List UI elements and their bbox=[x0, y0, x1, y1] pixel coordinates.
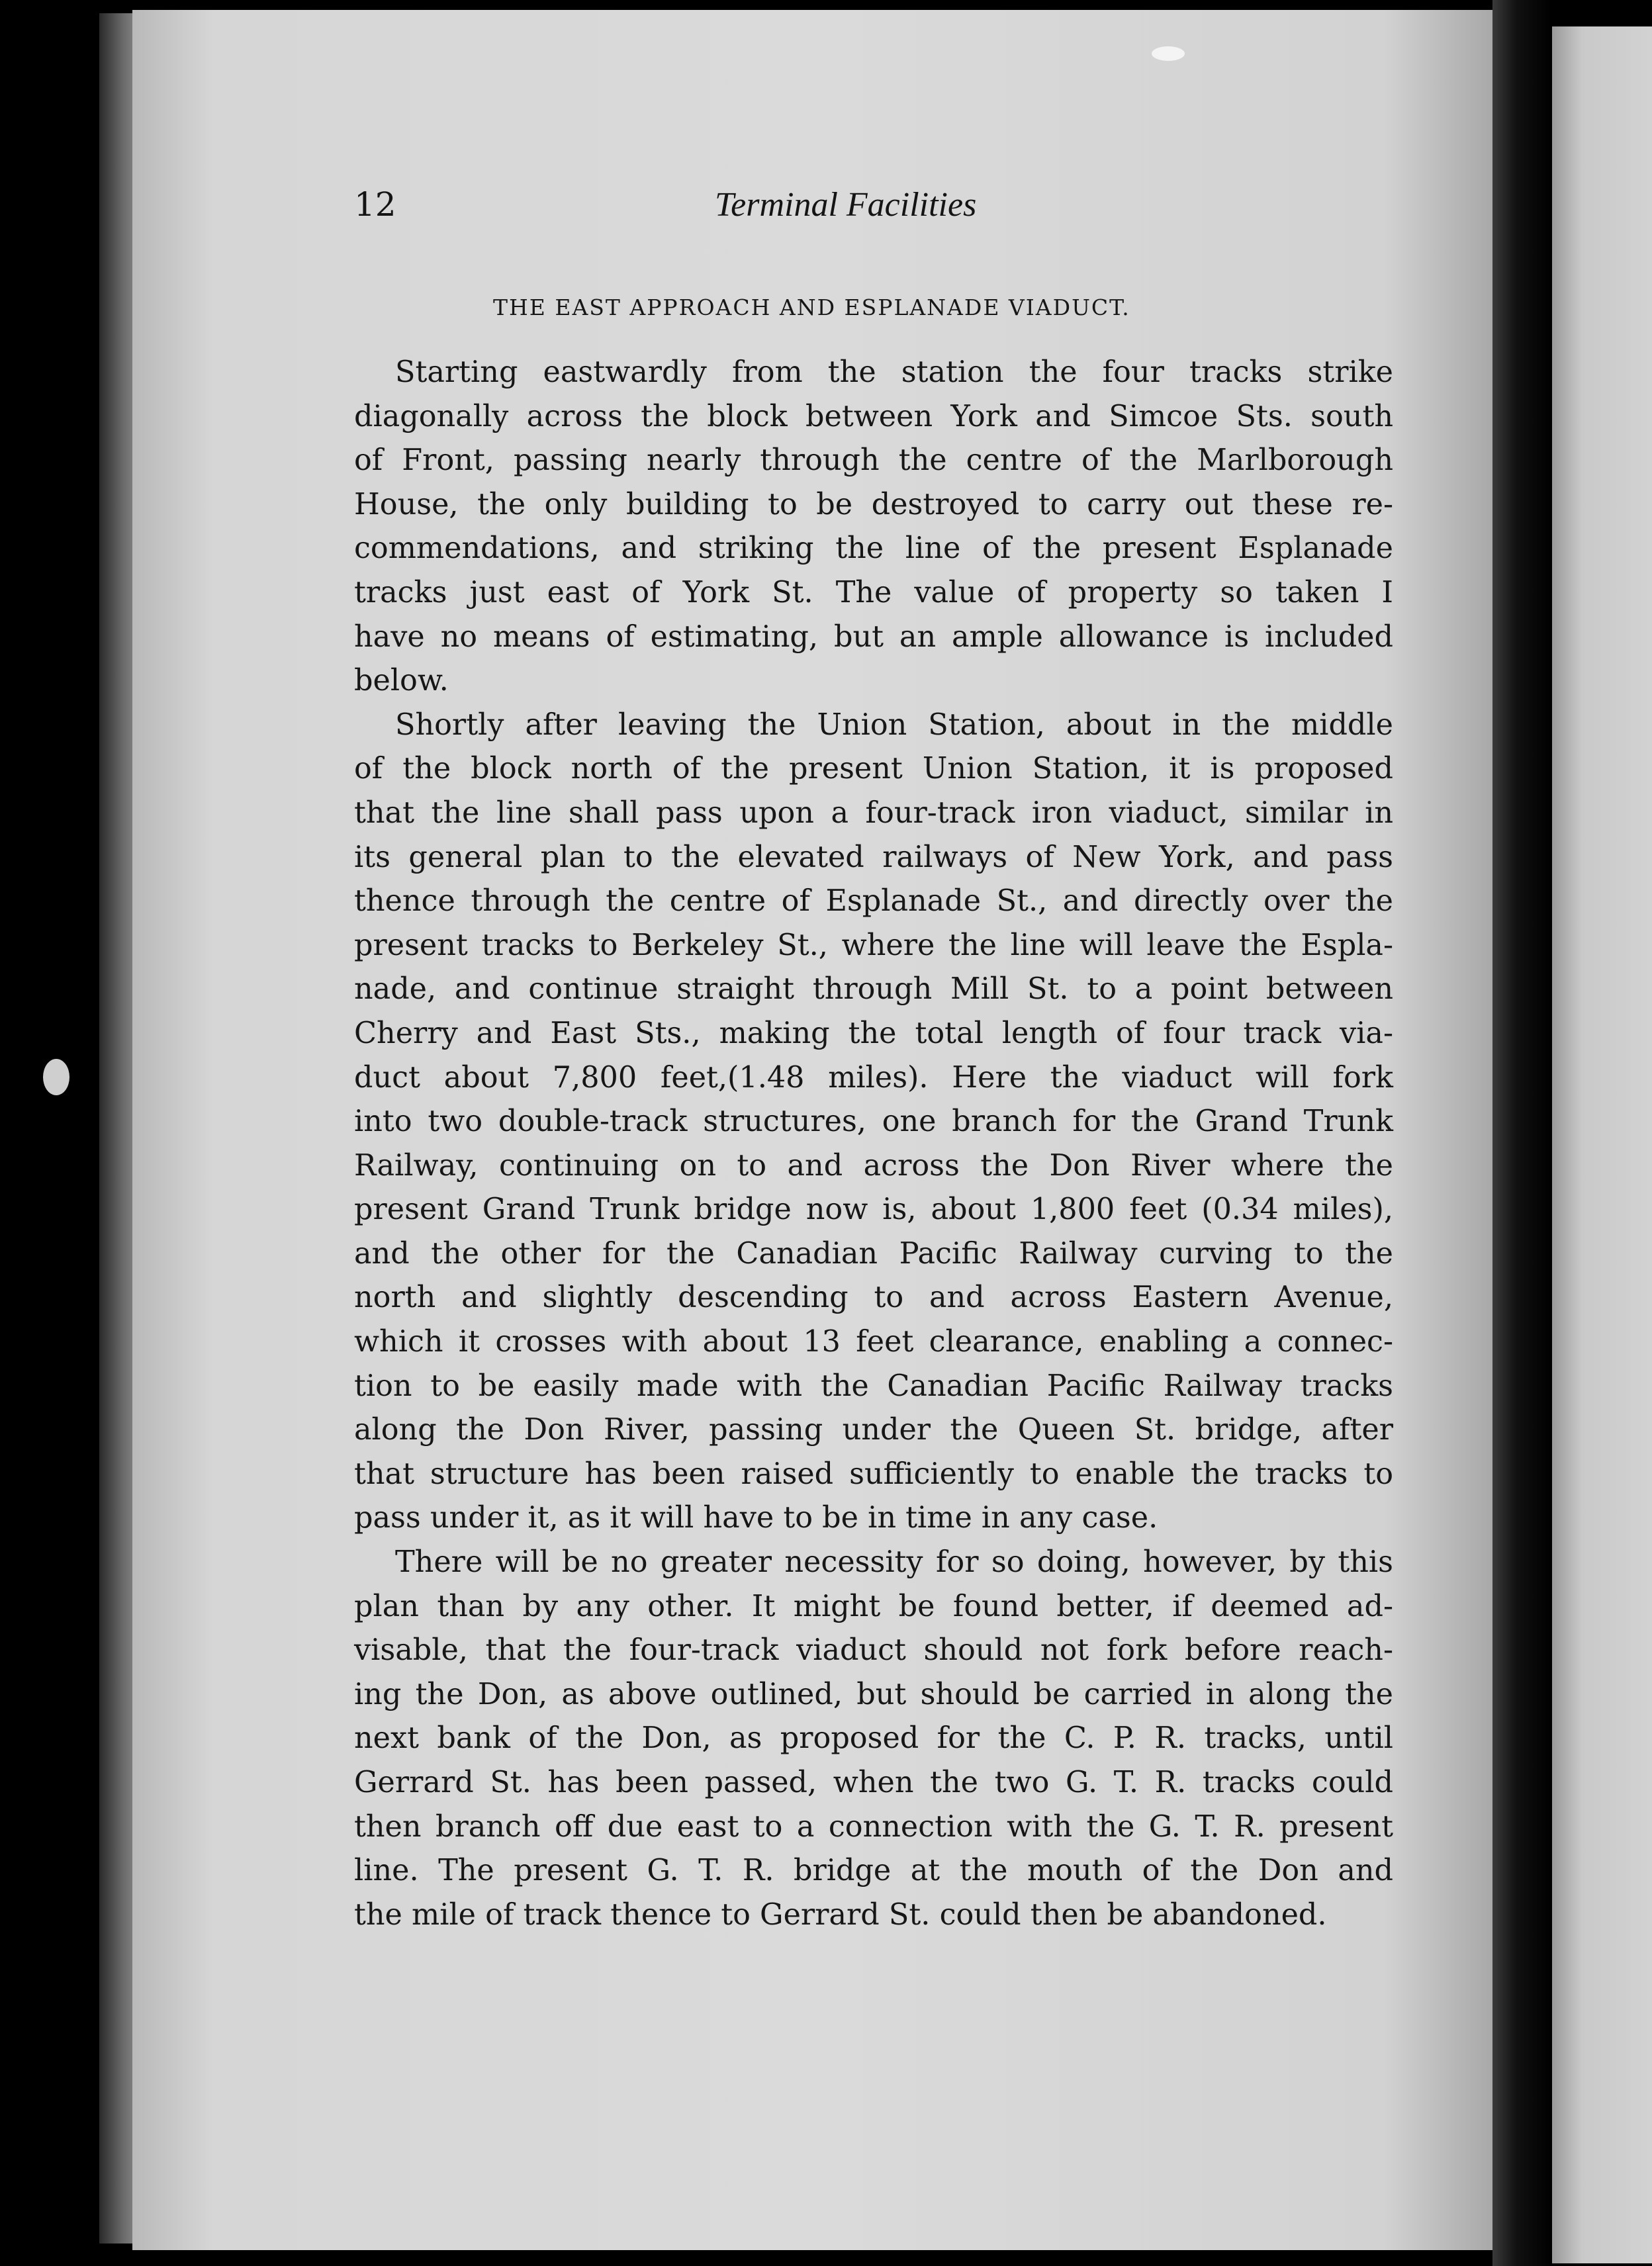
text-line: plan than by any other. It might be found better, if deemed ad- bbox=[354, 1589, 1393, 1623]
text-line: pass under it, as it will have to be in time in any case. bbox=[354, 1501, 1158, 1535]
section-heading: THE EAST APPROACH AND ESPLANADE VIADUCT. bbox=[493, 295, 1130, 320]
text-line: that the line shall pass upon a four-track iron viaduct, similar in bbox=[354, 795, 1393, 830]
text-line: next bank of the Don, as proposed for the C. P. R. tracks, until bbox=[354, 1721, 1393, 1756]
text-line: tion to be easily made with the Canadian Pacific Railway tracks bbox=[354, 1369, 1393, 1403]
book-gutter bbox=[1492, 0, 1552, 2266]
page-header bbox=[354, 185, 1413, 238]
paragraph bbox=[354, 351, 1393, 703]
paragraph bbox=[354, 1541, 1393, 1937]
text-line: Railway, continuing on to and across the Don River where the bbox=[354, 1148, 1393, 1183]
text-line: House, the only building to be destroyed to carry out these re- bbox=[354, 487, 1393, 521]
text-line: its general plan to the elevated railways of New York, and pass bbox=[354, 840, 1393, 874]
text-line: Cherry and East Sts., making the total length of four track via- bbox=[354, 1016, 1393, 1050]
text-line: visable, that the four-track viaduct should not fork before reach- bbox=[354, 1633, 1393, 1668]
text-line: commendations, and striking the line of the present Esplanade bbox=[354, 531, 1393, 566]
text-line: Shortly after leaving the Union Station, about in the middle bbox=[395, 707, 1393, 742]
text-line: thence through the centre of Esplanade St., and directly over the bbox=[354, 884, 1393, 919]
text-line: the mile of track thence to Gerrard St. could then be abandoned. bbox=[354, 1897, 1327, 1932]
text-line: that structure has been raised sufficiently to enable the tracks to bbox=[354, 1457, 1393, 1491]
text-line: and the other for the Canadian Pacific Railway curving to the bbox=[354, 1236, 1393, 1271]
text-line: Starting eastwardly from the station the four tracks strike bbox=[395, 355, 1393, 389]
text-line: present Grand Trunk bridge now is, about 1,800 feet (0.34 miles), bbox=[354, 1193, 1393, 1227]
text-line: diagonally across the block between York and Simcoe Sts. south bbox=[354, 399, 1393, 433]
text-line: ing the Don, as above outlined, but should be carried in along the bbox=[354, 1677, 1393, 1711]
text-line: which it crosses with about 13 feet clearance, enabling a connec- bbox=[354, 1325, 1393, 1359]
body-text bbox=[354, 351, 1393, 1937]
page-number: 12 bbox=[354, 185, 396, 224]
text-line: along the Don River, passing under the Queen St. bridge, after bbox=[354, 1413, 1393, 1447]
text-line: There will be no greater necessity for so doing, however, by this bbox=[395, 1545, 1393, 1580]
text-line: then branch off due east to a connection with the G. T. R. present bbox=[354, 1809, 1393, 1844]
text-line: of the block north of the present Union Station, it is proposed bbox=[354, 752, 1393, 786]
scan-speck bbox=[1152, 46, 1185, 61]
text-line: have no means of estimating, but an ample allowance is included bbox=[354, 619, 1393, 654]
text-line: below. bbox=[354, 664, 449, 698]
text-line: Gerrard St. has been passed, when the two G. T. R. tracks could bbox=[354, 1766, 1393, 1799]
text-line: nade, and continue straight through Mill St. to a point between bbox=[354, 972, 1393, 1007]
text-line: into two double-track structures, one branch for the Grand Trunk bbox=[354, 1105, 1393, 1139]
running-title: Terminal Facilities bbox=[715, 186, 977, 224]
paragraph bbox=[354, 703, 1393, 1541]
text-line: present tracks to Berkeley St., where the line will leave the Espla- bbox=[354, 928, 1393, 962]
text-line: north and slightly descending to and across Eastern Avenue, bbox=[354, 1281, 1393, 1315]
text-line: duct about 7,800 feet,(1.48 miles). Here the viaduct will fork bbox=[354, 1060, 1393, 1095]
text-line: tracks just east of York St. The value of property so taken I bbox=[354, 575, 1393, 610]
text-line: of Front, passing nearly through the centre of the Marlborough bbox=[354, 443, 1393, 478]
text-line: line. The present G. T. R. bridge at the mouth of the Don and bbox=[354, 1854, 1393, 1888]
facing-page-edge bbox=[1552, 26, 1652, 2263]
scan-speck bbox=[43, 1059, 69, 1095]
